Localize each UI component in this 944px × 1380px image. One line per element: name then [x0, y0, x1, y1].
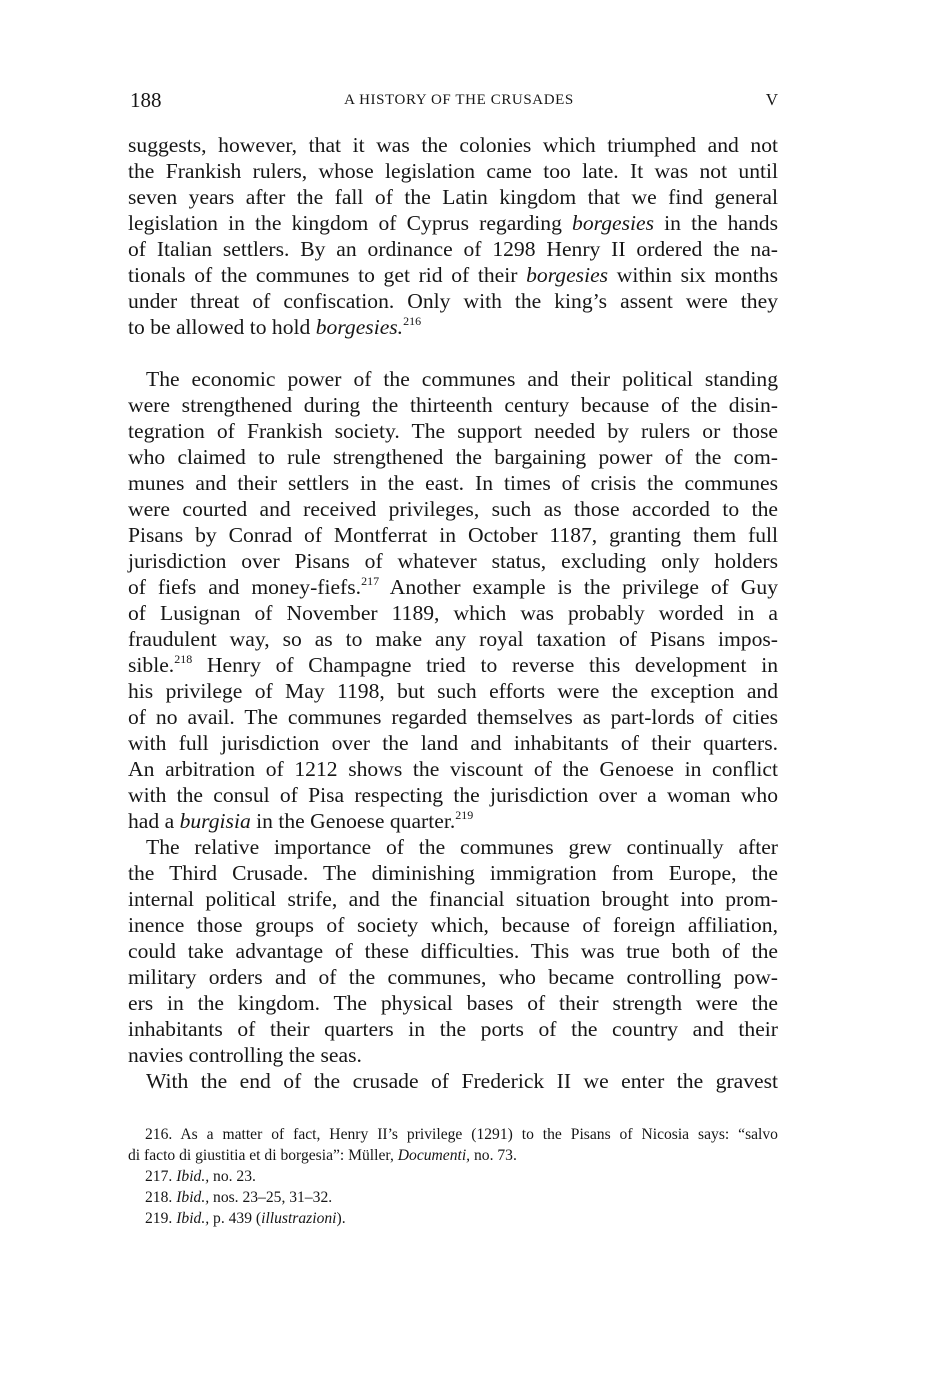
footnote-219: 219. Ibid., p. 439 (illustrazioni).: [145, 1210, 346, 1227]
text-line: military orders and of the communes, who became controlling pow-: [128, 965, 778, 989]
running-head: [130, 86, 778, 114]
footnote-216: 216. As a matter of fact, Henry II’s privilege (1291) to the Pisans of Nicosia says: “salvo: [145, 1126, 778, 1143]
footnote-217: 217. Ibid., no. 23.: [145, 1168, 256, 1185]
text-line: could take advantage of these difficulties. This was true both of the: [128, 939, 778, 963]
text-line: of no avail. The communes regarded themselves as part-lords of cities: [128, 705, 778, 729]
text-line: The relative importance of the communes grew continually after: [146, 835, 778, 859]
text-line: tionals of the communes to get rid of their borgesies within six months: [128, 263, 779, 287]
text-line: With the end of the crusade of Frederick II we enter the gravest: [146, 1069, 778, 1093]
footnote-ref: 218: [174, 652, 193, 666]
text-line: inence those groups of society which, because of foreign affiliation,: [128, 913, 778, 937]
footnote-ref: 219: [455, 808, 474, 822]
text-line: suggests, however, that it was the colonies which triumphed and not: [128, 133, 778, 157]
footnotes: [128, 1124, 778, 1229]
text-line: The economic power of the communes and their political standing: [146, 367, 778, 391]
text-line: had a burgisia in the Genoese quarter.$^{219}$: [128, 808, 474, 833]
text-line: An arbitration of 1212 shows the viscount of the Genoese in conflict: [128, 757, 778, 781]
text-line: navies controlling the seas.: [128, 1043, 362, 1067]
text-line: tegration of Frankish society. The support needed by rulers or those: [128, 419, 778, 443]
text-line: of Lusignan of November 1189, which was probably worded in a: [128, 601, 778, 625]
paragraph-2: [128, 366, 778, 1094]
text-line: were courted and received privileges, such as those accorded to the: [128, 497, 778, 521]
text-line: of Italian settlers. By an ordinance of 1298 Henry II ordered the na-: [128, 237, 778, 261]
text-line: ers in the kingdom. The physical bases of their strength were the: [128, 991, 778, 1015]
text-line: to be allowed to hold borgesies.$^{216}$: [128, 314, 422, 339]
text-line: seven years after the fall of the Latin kingdom that we find general: [128, 185, 778, 209]
running-title: A HISTORY OF THE CRUSADES: [344, 92, 574, 108]
paragraph-1: [128, 132, 778, 340]
text-line: with full jurisdiction over the land and inhabitants of their quarters.: [128, 731, 778, 755]
text-line: with the consul of Pisa respecting the jurisdiction over a woman who: [128, 783, 778, 807]
text-line: munes and their settlers in the east. In times of crisis the communes: [128, 471, 778, 495]
page-number: 188: [130, 88, 162, 112]
footnote-ref: 216: [403, 314, 422, 328]
text-line: legislation in the kingdom of Cyprus regarding borgesies in the hands: [128, 211, 778, 235]
footnote-216-cont: di facto di giustitia et di borgesia”: Müller, Documenti, no. 73.: [128, 1147, 517, 1164]
volume-number: V: [765, 90, 778, 109]
text-line: fraudulent way, so as to make any royal taxation of Pisans impos-: [128, 627, 778, 651]
text-line: jurisdiction over Pisans of whatever status, excluding only holders: [128, 549, 778, 573]
text-line: sible.$^{218}$ Henry of Champagne tried to reverse this development in: [128, 652, 778, 677]
text-line: the Frankish rulers, whose legislation came too late. It was not until: [128, 159, 778, 183]
footnote-ref: 217: [361, 574, 380, 588]
text-line: under threat of confiscation. Only with the king’s assent were they: [128, 289, 778, 313]
text-line: internal political strife, and the financial situation brought into prom-: [128, 887, 778, 911]
footnote-218: 218. Ibid., nos. 23–25, 31–32.: [145, 1189, 333, 1206]
text-line: inhabitants of their quarters in the ports of the country and their: [128, 1017, 778, 1041]
text-line: of fiefs and money-fiefs.$^{217}$ Another example is the privilege of Guy: [128, 574, 778, 599]
text-line: who claimed to rule strengthened the bargaining power of the com-: [128, 445, 778, 469]
text-line: were strengthened during the thirteenth century because of the disin-: [128, 393, 778, 417]
text-line: his privilege of May 1198, but such efforts were the exception and: [128, 679, 778, 703]
text-line: Pisans by Conrad of Montferrat in October 1187, granting them full: [128, 523, 778, 547]
text-line: the Third Crusade. The diminishing immigration from Europe, the: [128, 861, 778, 885]
